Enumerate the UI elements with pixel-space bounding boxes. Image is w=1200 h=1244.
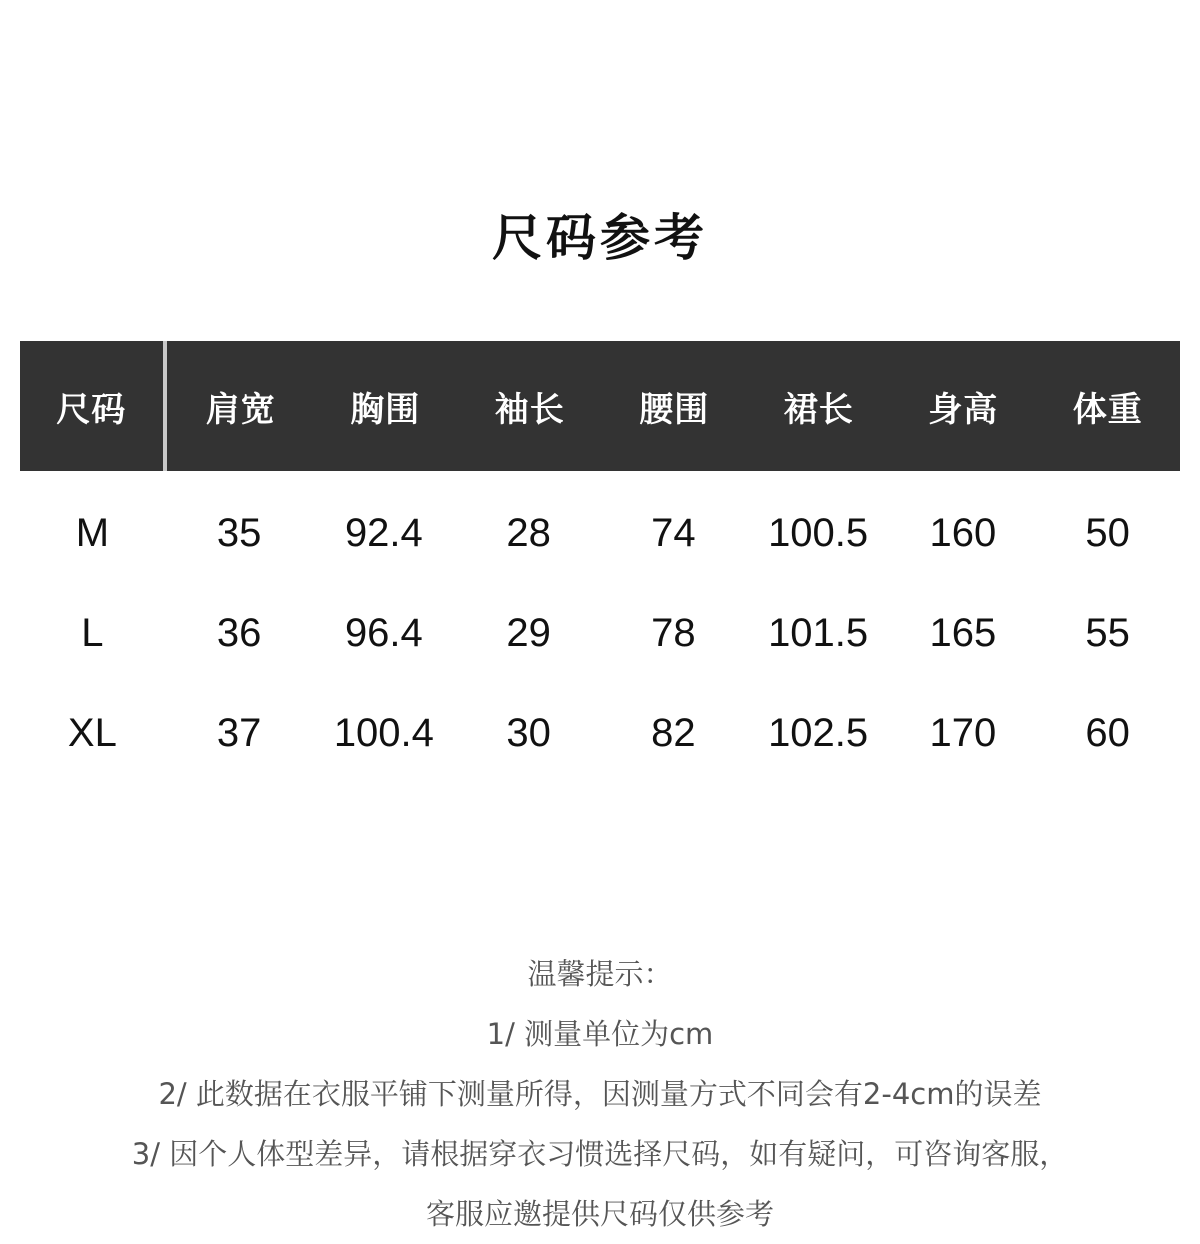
- bust-cell: 92.4: [344, 510, 423, 555]
- sleeve-cell: 29: [506, 610, 551, 655]
- table-body: [20, 471, 1180, 783]
- table-header-row: [20, 341, 1180, 471]
- height-cell: 170: [929, 710, 997, 755]
- size-chart-table: [20, 341, 1180, 783]
- waist-cell: 74: [651, 510, 696, 555]
- weight-cell: 60: [1085, 710, 1130, 755]
- size-cell: XL: [67, 710, 117, 755]
- tip-line: 客服应邀提供尺码仅供参考: [425, 1197, 774, 1231]
- page-title: 尺码参考: [492, 209, 708, 267]
- bust-cell: 100.4: [333, 710, 434, 755]
- shoulder-cell: 37: [216, 710, 262, 755]
- header-bust: 胸围: [350, 389, 421, 430]
- sleeve-cell: 28: [506, 510, 551, 555]
- header-height: 身高: [928, 389, 999, 430]
- skirt-length-cell: 100.5: [768, 510, 869, 555]
- tip-line: 1/ 测量单位为cm: [486, 1017, 714, 1051]
- table-row: [20, 583, 1180, 683]
- table-row: [20, 483, 1180, 583]
- waist-cell: 82: [651, 710, 696, 755]
- skirt-length-cell: 102.5: [768, 710, 869, 755]
- height-cell: 165: [929, 610, 997, 655]
- header-sleeve: 袖长: [494, 389, 565, 430]
- skirt-length-cell: 101.5: [768, 610, 869, 655]
- tips-heading: 温馨提示：: [527, 957, 673, 991]
- header-waist: 腰围: [639, 389, 710, 430]
- header-shoulder: 肩宽: [205, 389, 276, 430]
- sleeve-cell: 30: [506, 710, 551, 755]
- header-skirt-length: 裙长: [783, 389, 854, 430]
- bust-cell: 96.4: [344, 610, 423, 655]
- header-size: 尺码: [20, 341, 167, 471]
- weight-cell: 50: [1085, 510, 1130, 555]
- height-cell: 160: [929, 510, 997, 555]
- shoulder-cell: 35: [216, 510, 262, 555]
- shoulder-cell: 36: [216, 610, 262, 655]
- tips-section: [0, 944, 1200, 1244]
- table-row: [20, 683, 1180, 783]
- weight-cell: 55: [1085, 610, 1130, 655]
- header-weight: 体重: [1072, 389, 1143, 430]
- waist-cell: 78: [651, 610, 696, 655]
- size-cell: L: [81, 610, 104, 655]
- tip-line: 2/ 此数据在衣服平铺下测量所得，因测量方式不同会有2-4cm的误差: [158, 1077, 1042, 1111]
- tip-line: 3/ 因个人体型差异，请根据穿衣习惯选择尺码，如有疑问，可咨询客服，: [131, 1137, 1069, 1171]
- size-cell: M: [75, 510, 110, 555]
